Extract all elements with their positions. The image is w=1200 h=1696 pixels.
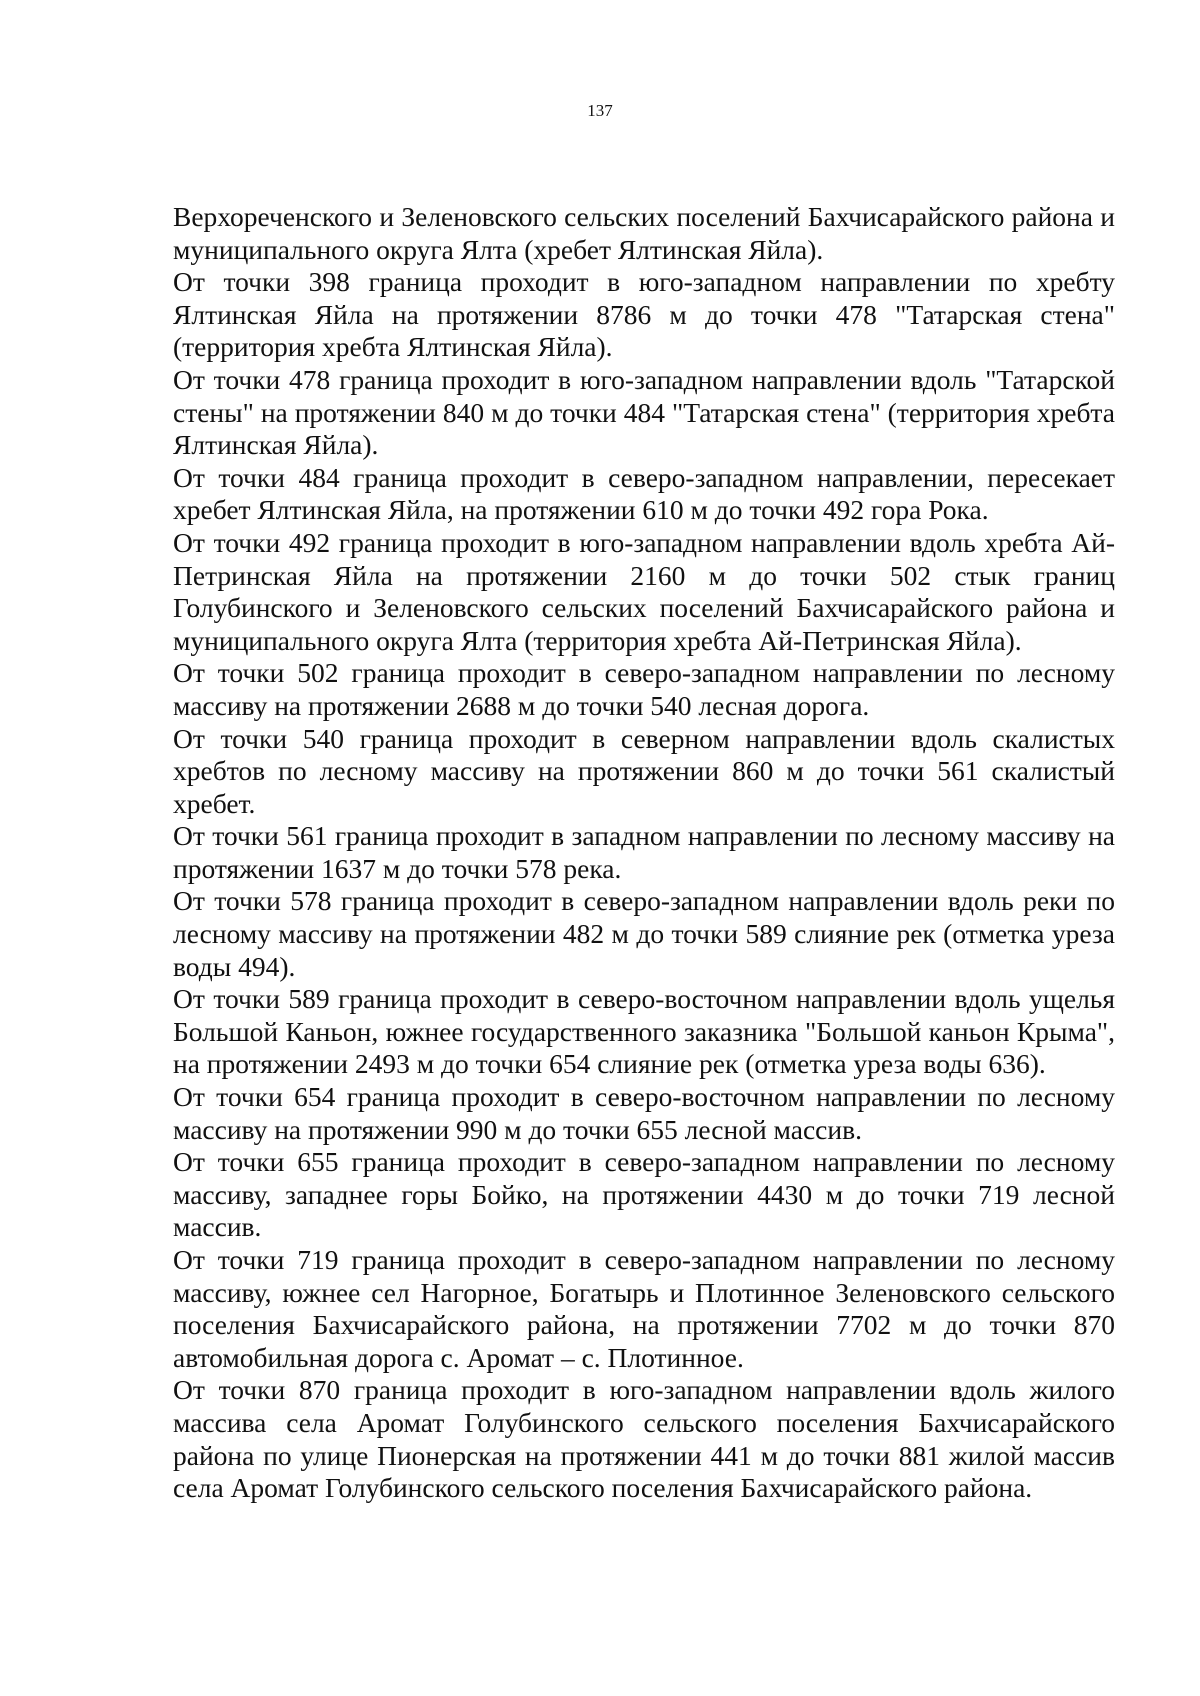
paragraph: От точки 719 граница проходит в северо-западном направлении по лесному массиву, южнее сел Нагорное, Богатырь и Плотинное Зеленовского сельского поселения Бахчисарайского района, на протяжении 7702 м до точки 870 автомобильная дорога с. Аромат – с. Плотинное.: [173, 1244, 1115, 1373]
paragraph: От точки 655 граница проходит в северо-западном направлении по лесному массиву, западнее горы Бойко, на протяжении 4430 м до точки 719 лесной массив.: [173, 1146, 1115, 1243]
paragraph: Верхореченского и Зеленовского сельских поселений Бахчисарайского района и муниципального округа Ялта (хребет Ялтинская Яйла).: [173, 201, 1115, 265]
paragraph: От точки 478 граница проходит в юго-западном направлении вдоль "Татарской стены" на протяжении 840 м до точки 484 "Татарская стена" (территория хребта Ялтинская Яйла).: [173, 363, 1115, 461]
paragraph: От точки 484 граница проходит в северо-западном направлении, пересекает хребет Ялтинская Яйла, на протяжении 610 м до точки 492 гора Рока.: [173, 461, 1115, 526]
paragraph: От точки 492 граница проходит в юго-западном направлении вдоль хребта Ай-Петринская Яйла на протяжении 2160 м до точки 502 стык границ Голубинского и Зеленовского сельских поселений Бахчисарайского района и муниципального округа Ялта (территория хребта Ай-Петринская Яйла).: [173, 526, 1115, 656]
paragraph: От точки 561 граница проходит в западном направлении по лесному массиву на протяжении 1637 м до точки 578 река.: [173, 820, 1115, 884]
paragraph: От точки 540 граница проходит в северном направлении вдоль скалистых хребтов по лесному массиву на протяжении 860 м до точки 561 скалистый хребет.: [173, 722, 1115, 819]
paragraph: От точки 870 граница проходит в юго-западном направлении вдоль жилого массива села Аромат Голубинского сельского поселения Бахчисарайского района по улице Пионерская на протяжении 441 м до точки 881 жилой массив села Аромат Голубинского сельского поселения Бахчисарайского района.: [173, 1374, 1115, 1504]
page-number: 137: [587, 101, 613, 120]
paragraph: От точки 589 граница проходит в северо-восточном направлении вдоль ущелья Большой Каньон, южнее государственного заказника "Большой каньон Крыма", на протяжении 2493 м до точки 654 слияние рек (отметка уреза воды 636).: [173, 983, 1115, 1080]
paragraph: От точки 654 граница проходит в северо-восточном направлении по лесному массиву на протяжении 990 м до точки 655 лесной массив.: [173, 1081, 1115, 1145]
paragraph: От точки 578 граница проходит в северо-западном направлении вдоль реки по лесному массиву на протяжении 482 м до точки 589 слияние рек (отметка уреза воды 494).: [173, 885, 1115, 982]
document-body: [173, 201, 1115, 1505]
paragraph: От точки 398 граница проходит в юго-западном направлении по хребту Ялтинская Яйла на протяжении 8786 м до точки 478 "Татарская стена" (территория хребта Ялтинская Яйла).: [173, 266, 1115, 363]
paragraph: От точки 502 граница проходит в северо-западном направлении по лесному массиву на протяжении 2688 м до точки 540 лесная дорога.: [173, 657, 1115, 721]
